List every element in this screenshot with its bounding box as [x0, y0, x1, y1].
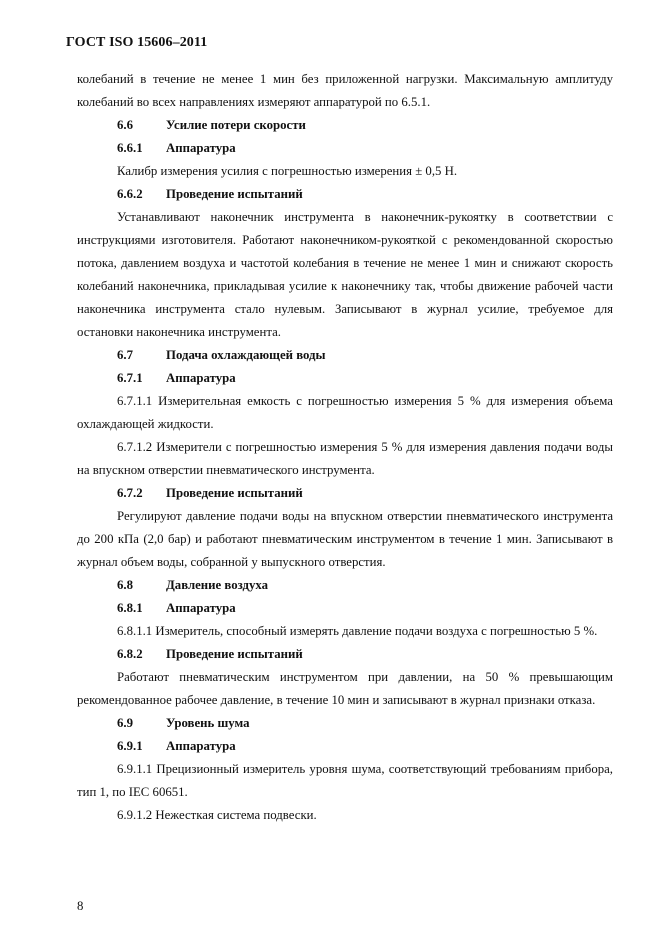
section-title: Давление воздуха	[166, 578, 269, 592]
document-body	[77, 68, 613, 827]
section-title: Аппаратура	[166, 141, 236, 155]
section-heading	[77, 183, 613, 206]
section-number: 6.8	[117, 578, 133, 592]
document-header: ГОСТ ISO 15606–2011	[66, 35, 208, 50]
paragraph: 6.7.1.1 Измерительная емкость с погрешностью измерения 5 % для измерения объема охлаждающей жидкости.	[77, 394, 613, 431]
section-title: Аппаратура	[166, 371, 236, 385]
section-heading	[77, 482, 613, 505]
paragraph: Калибр измерения усилия с погрешностью измерения ± 0,5 Н.	[117, 164, 458, 178]
paragraph: 6.7.1.2 Измерители с погрешностью измерения 5 % для измерения давления подачи воды на впускном отверстии пневматического инструмента.	[77, 440, 613, 477]
section-number: 6.6.2	[117, 187, 143, 201]
paragraph: Устанавливают наконечник инструмента в наконечник-рукоятку в соответствии с инструкциями изготовителя. Работают наконечником-рукояткой с рекомендованной скоростью потока, давлением воздуха и частотой колебания в течение не менее 1 мин и снижают скорость колебаний наконечника, прикладывая усилие к наконечнику так, чтобы движение рабочей части наконечника инструмента стало нулевым. Записывают в журнал усилие, требуемое для остановки наконечника инструмента.	[77, 210, 613, 339]
section-title: Усилие потери скорости	[166, 118, 306, 132]
section-title: Аппаратура	[166, 601, 236, 615]
paragraph: 6.8.1.1 Измеритель, способный измерять давление подачи воздуха с погрешностью 5 %.	[117, 624, 598, 638]
section-number: 6.9.1	[117, 739, 143, 753]
section-heading	[77, 137, 613, 160]
section-number: 6.7.2	[117, 486, 143, 500]
section-title: Аппаратура	[166, 739, 236, 753]
section-title: Подача охлаждающей воды	[166, 348, 326, 362]
paragraph: 6.9.1.2 Нежесткая система подвески.	[117, 808, 317, 822]
section-number: 6.8.2	[117, 647, 143, 661]
section-number: 6.7.1	[117, 371, 143, 385]
section-heading	[77, 367, 613, 390]
paragraph: 6.9.1.1 Прецизионный измеритель уровня шума, соответствующий требованиям прибора, тип 1, по IEC 60651.	[77, 762, 613, 799]
section-number: 6.9	[117, 716, 133, 730]
section-title: Проведение испытаний	[166, 647, 303, 661]
paragraph: Регулируют давление подачи воды на впускном отверстии пневматического инструмента до 200 кПа (2,0 бар) и работают пневматическим инструментом в течение 1 мин. Записывают в журнал объем воды, собранной у выпускного отверстия.	[77, 509, 613, 569]
section-number: 6.7	[117, 348, 133, 362]
section-heading	[77, 344, 613, 367]
paragraph: Работают пневматическим инструментом при давлении, на 50 % превышающим рекомендованное рабочее давление, в течение 10 мин и записывают в журнал признаки отказа.	[77, 670, 613, 707]
section-number: 6.6	[117, 118, 133, 132]
section-heading	[77, 114, 613, 137]
section-heading	[77, 735, 613, 758]
section-heading	[77, 597, 613, 620]
section-title: Уровень шума	[166, 716, 250, 730]
paragraph: колебаний в течение не менее 1 мин без приложенной нагрузки. Максимальную амплитуду колебаний во всех направлениях измеряют аппаратурой по 6.5.1.	[77, 72, 613, 109]
section-title: Проведение испытаний	[166, 187, 303, 201]
section-number: 6.6.1	[117, 141, 143, 155]
section-heading	[77, 712, 613, 735]
section-heading	[77, 574, 613, 597]
section-heading	[77, 643, 613, 666]
section-number: 6.8.1	[117, 601, 143, 615]
section-title: Проведение испытаний	[166, 486, 303, 500]
page-number: 8	[77, 899, 84, 913]
